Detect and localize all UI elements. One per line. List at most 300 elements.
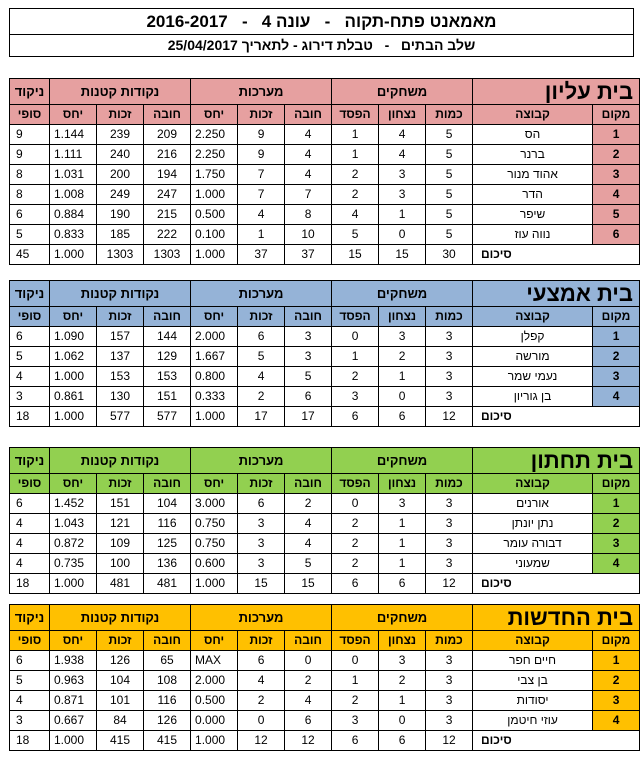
total-win: 6 — [379, 407, 426, 427]
total-score: 18 — [10, 731, 50, 751]
points-group-header: נקודות קטנות — [50, 448, 191, 474]
pos-header: מקום — [593, 631, 640, 651]
cell-win: 3 — [379, 327, 426, 347]
rank-cell: 5 — [593, 205, 640, 225]
rank-cell: 2 — [593, 347, 640, 367]
cell-score: 4 — [10, 554, 50, 574]
total-score: 18 — [10, 574, 50, 594]
cell-pr: 1.008 — [50, 185, 97, 205]
title-sep: - — [324, 12, 331, 31]
rank-cell: 4 — [593, 387, 640, 407]
cell-sa: 2 — [238, 387, 285, 407]
total-pf: 415 — [144, 731, 191, 751]
column-header-row — [10, 105, 640, 125]
cell-loss: 1 — [332, 125, 379, 145]
cell-pa: 153 — [97, 367, 144, 387]
cell-pf: 116 — [144, 514, 191, 534]
total-sf: 12 — [285, 731, 332, 751]
standings-table — [9, 604, 640, 751]
total-sr: 1.000 — [191, 245, 238, 265]
cell-pr: 1.452 — [50, 494, 97, 514]
cell-sr: 0.000 — [191, 711, 238, 731]
cell-score: 4 — [10, 367, 50, 387]
pos-header: מקום — [593, 307, 640, 327]
cell-sr: 1.000 — [191, 185, 238, 205]
players-group-header: משחקים — [332, 79, 473, 105]
title-sep-2: - — [241, 12, 248, 31]
cell-win: 1 — [379, 514, 426, 534]
cell-sf: 6 — [285, 711, 332, 731]
win-header: נצחון — [379, 105, 426, 125]
total-win: 6 — [379, 574, 426, 594]
sets-group-header: מערכות — [191, 79, 332, 105]
cell-pa: 100 — [97, 554, 144, 574]
subtitle-stage: שלב הבתים — [400, 37, 476, 53]
cell-sa: 3 — [238, 534, 285, 554]
total-pr: 1.000 — [50, 407, 97, 427]
final-score-header: סופי — [10, 631, 50, 651]
count-header: כמות — [426, 474, 473, 494]
sets-for-header: חובה — [285, 474, 332, 494]
cell-sr: 2.000 — [191, 671, 238, 691]
total-sf: 15 — [285, 574, 332, 594]
cell-win: 0 — [379, 711, 426, 731]
cell-count: 3 — [426, 514, 473, 534]
cell-pr: 0.884 — [50, 205, 97, 225]
total-sr: 1.000 — [191, 574, 238, 594]
cell-pf: 104 — [144, 494, 191, 514]
cell-sa: 0 — [238, 711, 285, 731]
cell-sf: 8 — [285, 205, 332, 225]
cell-pf: 153 — [144, 367, 191, 387]
table-row — [10, 347, 640, 367]
total-pa: 415 — [97, 731, 144, 751]
group-header-row — [10, 281, 640, 307]
total-pf: 1303 — [144, 245, 191, 265]
team-header: קבוצה — [473, 307, 593, 327]
win-header: נצחון — [379, 631, 426, 651]
cell-loss: 3 — [332, 387, 379, 407]
team-name: ברנר — [473, 145, 593, 165]
cell-loss: 5 — [332, 225, 379, 245]
cell-score: 9 — [10, 145, 50, 165]
team-name: קפלן — [473, 327, 593, 347]
table-row — [10, 165, 640, 185]
total-count: 12 — [426, 574, 473, 594]
cell-pa: 200 — [97, 165, 144, 185]
cell-sr: 0.333 — [191, 387, 238, 407]
rank-cell: 6 — [593, 225, 640, 245]
cell-count: 3 — [426, 651, 473, 671]
cell-pa: 121 — [97, 514, 144, 534]
total-sf: 17 — [285, 407, 332, 427]
points-for-header: חובה — [144, 474, 191, 494]
cell-sa: 1 — [238, 225, 285, 245]
win-header: נצחון — [379, 307, 426, 327]
cell-pr: 1.938 — [50, 651, 97, 671]
house-title: בית אמצעי — [473, 281, 640, 307]
cell-count: 5 — [426, 205, 473, 225]
sets-group-header: מערכות — [191, 281, 332, 307]
cell-pa: 239 — [97, 125, 144, 145]
points-against-header: זכות — [97, 105, 144, 125]
cell-sf: 5 — [285, 367, 332, 387]
cell-sr: 1.667 — [191, 347, 238, 367]
cell-sf: 4 — [285, 514, 332, 534]
team-name: בן צבי — [473, 671, 593, 691]
cell-sr: 2.000 — [191, 327, 238, 347]
cell-pr: 0.872 — [50, 534, 97, 554]
cell-sa: 7 — [238, 185, 285, 205]
cell-loss: 2 — [332, 691, 379, 711]
sets-against-header: זכות — [238, 631, 285, 651]
cell-pr: 0.735 — [50, 554, 97, 574]
cell-count: 3 — [426, 711, 473, 731]
cell-count: 3 — [426, 691, 473, 711]
cell-sf: 6 — [285, 387, 332, 407]
cell-score: 5 — [10, 225, 50, 245]
total-loss: 6 — [332, 407, 379, 427]
cell-win: 3 — [379, 165, 426, 185]
points-group-header: נקודות קטנות — [50, 79, 191, 105]
cell-win: 1 — [379, 534, 426, 554]
cell-pf: 215 — [144, 205, 191, 225]
cell-sa: 4 — [238, 367, 285, 387]
cell-pa: 157 — [97, 327, 144, 347]
cell-score: 6 — [10, 327, 50, 347]
cell-sa: 9 — [238, 145, 285, 165]
cell-pr: 1.000 — [50, 367, 97, 387]
cell-pr: 1.144 — [50, 125, 97, 145]
table-row — [10, 205, 640, 225]
total-pr: 1.000 — [50, 574, 97, 594]
cell-count: 3 — [426, 671, 473, 691]
table-row — [10, 387, 640, 407]
rank-cell: 2 — [593, 671, 640, 691]
group-header-row — [10, 448, 640, 474]
total-sa: 15 — [238, 574, 285, 594]
cell-count: 5 — [426, 225, 473, 245]
cell-win: 0 — [379, 387, 426, 407]
team-name: שמעוני — [473, 554, 593, 574]
team-name: חיים חפר — [473, 651, 593, 671]
cell-sf: 7 — [285, 185, 332, 205]
cell-pa: 126 — [97, 651, 144, 671]
sets-against-header: זכות — [238, 474, 285, 494]
page-subtitle — [9, 35, 634, 57]
cell-pf: 136 — [144, 554, 191, 574]
cell-score: 6 — [10, 651, 50, 671]
table-row — [10, 534, 640, 554]
cell-win: 4 — [379, 145, 426, 165]
cell-sr: 3.000 — [191, 494, 238, 514]
table-row — [10, 514, 640, 534]
standings-table — [9, 280, 640, 427]
cell-pa: 185 — [97, 225, 144, 245]
team-name: הס — [473, 125, 593, 145]
cell-score: 3 — [10, 711, 50, 731]
cell-pf: 151 — [144, 387, 191, 407]
team-name: יסודות — [473, 691, 593, 711]
cell-count: 3 — [426, 347, 473, 367]
cell-win: 0 — [379, 225, 426, 245]
total-label: סיכום — [473, 245, 640, 265]
total-row — [10, 731, 640, 751]
cell-pa: 84 — [97, 711, 144, 731]
cell-loss: 2 — [332, 554, 379, 574]
team-name: נעמי שמר — [473, 367, 593, 387]
cell-loss: 2 — [332, 165, 379, 185]
cell-pa: 137 — [97, 347, 144, 367]
points-against-header: זכות — [97, 631, 144, 651]
title-round: עונה 4 — [261, 12, 311, 31]
cell-count: 5 — [426, 165, 473, 185]
team-header: קבוצה — [473, 105, 593, 125]
rank-cell: 4 — [593, 554, 640, 574]
cell-score: 5 — [10, 347, 50, 367]
cell-sr: 0.800 — [191, 367, 238, 387]
cell-loss: 2 — [332, 185, 379, 205]
team-name: נווה עוז — [473, 225, 593, 245]
cell-pf: 116 — [144, 691, 191, 711]
table-row — [10, 691, 640, 711]
team-header: קבוצה — [473, 474, 593, 494]
cell-pr: 1.031 — [50, 165, 97, 185]
points-for-header: חובה — [144, 631, 191, 651]
cell-pf: 222 — [144, 225, 191, 245]
rank-cell: 1 — [593, 125, 640, 145]
cell-count: 3 — [426, 387, 473, 407]
count-header: כמות — [426, 105, 473, 125]
cell-loss: 0 — [332, 651, 379, 671]
rank-cell: 4 — [593, 185, 640, 205]
cell-win: 3 — [379, 494, 426, 514]
cell-sr: 0.500 — [191, 205, 238, 225]
cell-loss: 3 — [332, 711, 379, 731]
cell-pf: 144 — [144, 327, 191, 347]
loss-header: הפסד — [332, 307, 379, 327]
column-header-row — [10, 307, 640, 327]
points-group-header: נקודות קטנות — [50, 281, 191, 307]
cell-win: 4 — [379, 125, 426, 145]
cell-pa: 240 — [97, 145, 144, 165]
cell-count: 5 — [426, 185, 473, 205]
total-pa: 1303 — [97, 245, 144, 265]
sets-ratio-header: יחס — [191, 105, 238, 125]
cell-loss: 2 — [332, 534, 379, 554]
cell-count: 5 — [426, 145, 473, 165]
cell-pa: 101 — [97, 691, 144, 711]
total-sa: 17 — [238, 407, 285, 427]
table-row — [10, 125, 640, 145]
cell-sf: 10 — [285, 225, 332, 245]
column-header-row — [10, 474, 640, 494]
group-header-row — [10, 605, 640, 631]
team-name: נתן יונתן — [473, 514, 593, 534]
cell-pr: 0.963 — [50, 671, 97, 691]
cell-sr: 1.750 — [191, 165, 238, 185]
cell-pf: 216 — [144, 145, 191, 165]
pos-header: מקום — [593, 105, 640, 125]
cell-pr: 1.090 — [50, 327, 97, 347]
sets-for-header: חובה — [285, 307, 332, 327]
cell-count: 3 — [426, 554, 473, 574]
cell-sa: 5 — [238, 347, 285, 367]
score-header: ניקוד — [10, 281, 50, 307]
total-label: סיכום — [473, 731, 640, 751]
total-win: 6 — [379, 731, 426, 751]
cell-pa: 109 — [97, 534, 144, 554]
rank-cell: 2 — [593, 145, 640, 165]
team-header: קבוצה — [473, 631, 593, 651]
rank-cell: 1 — [593, 327, 640, 347]
subtitle-sep: - — [384, 37, 390, 53]
total-sr: 1.000 — [191, 407, 238, 427]
cell-pr: 0.833 — [50, 225, 97, 245]
team-name: אורנים — [473, 494, 593, 514]
total-row — [10, 245, 640, 265]
team-name: מורשה — [473, 347, 593, 367]
rank-cell: 3 — [593, 534, 640, 554]
cell-sr: 2.250 — [191, 125, 238, 145]
players-group-header: משחקים — [332, 281, 473, 307]
total-loss: 15 — [332, 245, 379, 265]
rank-cell: 3 — [593, 367, 640, 387]
cell-pf: 126 — [144, 711, 191, 731]
total-pa: 481 — [97, 574, 144, 594]
loss-header: הפסד — [332, 474, 379, 494]
sets-ratio-header: יחס — [191, 631, 238, 651]
cell-pr: 0.871 — [50, 691, 97, 711]
cell-win: 3 — [379, 651, 426, 671]
count-header: כמות — [426, 631, 473, 651]
cell-score: 4 — [10, 534, 50, 554]
cell-pr: 0.667 — [50, 711, 97, 731]
total-pf: 481 — [144, 574, 191, 594]
total-score: 45 — [10, 245, 50, 265]
cell-win: 1 — [379, 205, 426, 225]
cell-win: 1 — [379, 691, 426, 711]
cell-pf: 129 — [144, 347, 191, 367]
cell-pr: 1.111 — [50, 145, 97, 165]
total-label: סיכום — [473, 574, 640, 594]
cell-score: 4 — [10, 514, 50, 534]
cell-pf: 209 — [144, 125, 191, 145]
sets-ratio-header: יחס — [191, 474, 238, 494]
cell-pa: 151 — [97, 494, 144, 514]
cell-win: 2 — [379, 671, 426, 691]
table-row — [10, 225, 640, 245]
standings-table — [9, 78, 640, 265]
players-group-header: משחקים — [332, 605, 473, 631]
cell-score: 9 — [10, 125, 50, 145]
standings-table — [9, 447, 640, 594]
table-row — [10, 554, 640, 574]
final-score-header: סופי — [10, 307, 50, 327]
subtitle-table: טבלת דירוג - לתאריך 25/04/2017 — [167, 37, 373, 53]
cell-sr: 0.600 — [191, 554, 238, 574]
cell-count: 3 — [426, 367, 473, 387]
score-header: ניקוד — [10, 448, 50, 474]
cell-pr: 0.861 — [50, 387, 97, 407]
cell-score: 6 — [10, 205, 50, 225]
total-sf: 37 — [285, 245, 332, 265]
cell-pf: 247 — [144, 185, 191, 205]
points-ratio-header: יחס — [50, 307, 97, 327]
total-pa: 577 — [97, 407, 144, 427]
team-name: דבורה עומר — [473, 534, 593, 554]
cell-sf: 4 — [285, 165, 332, 185]
cell-sr: 0.100 — [191, 225, 238, 245]
cell-loss: 0 — [332, 494, 379, 514]
sets-ratio-header: יחס — [191, 307, 238, 327]
cell-sa: 4 — [238, 671, 285, 691]
points-for-header: חובה — [144, 105, 191, 125]
cell-sr: 2.250 — [191, 145, 238, 165]
cell-pf: 65 — [144, 651, 191, 671]
cell-sa: 3 — [238, 554, 285, 574]
cell-pf: 125 — [144, 534, 191, 554]
rank-cell: 3 — [593, 165, 640, 185]
cell-sa: 9 — [238, 125, 285, 145]
cell-count: 3 — [426, 494, 473, 514]
cell-win: 2 — [379, 347, 426, 367]
team-name: בן גוריון — [473, 387, 593, 407]
cell-sf: 3 — [285, 347, 332, 367]
cell-score: 8 — [10, 185, 50, 205]
cell-loss: 2 — [332, 514, 379, 534]
table-row — [10, 651, 640, 671]
sets-for-header: חובה — [285, 105, 332, 125]
sets-against-header: זכות — [238, 105, 285, 125]
cell-sf: 3 — [285, 327, 332, 347]
cell-sa: 3 — [238, 514, 285, 534]
title-main: מאמאנט פתח-תקוה — [344, 12, 497, 31]
cell-sa: 6 — [238, 651, 285, 671]
cell-pa: 249 — [97, 185, 144, 205]
rank-cell: 4 — [593, 711, 640, 731]
total-pr: 1.000 — [50, 731, 97, 751]
cell-count: 5 — [426, 125, 473, 145]
cell-win: 1 — [379, 367, 426, 387]
cell-loss: 2 — [332, 367, 379, 387]
cell-sa: 6 — [238, 327, 285, 347]
table-row — [10, 671, 640, 691]
points-for-header: חובה — [144, 307, 191, 327]
total-score: 18 — [10, 407, 50, 427]
table-row — [10, 494, 640, 514]
cell-sf: 2 — [285, 671, 332, 691]
house-title: בית עליון — [473, 79, 640, 105]
cell-loss: 1 — [332, 671, 379, 691]
cell-score: 6 — [10, 494, 50, 514]
cell-sa: 7 — [238, 165, 285, 185]
table-row — [10, 367, 640, 387]
cell-score: 8 — [10, 165, 50, 185]
cell-pr: 1.043 — [50, 514, 97, 534]
total-pf: 577 — [144, 407, 191, 427]
cell-sf: 4 — [285, 534, 332, 554]
team-name: עוזי חיטמן — [473, 711, 593, 731]
cell-pa: 130 — [97, 387, 144, 407]
house-title: בית החדשות — [473, 605, 640, 631]
group-header-row — [10, 79, 640, 105]
points-against-header: זכות — [97, 307, 144, 327]
sets-group-header: מערכות — [191, 605, 332, 631]
table-row — [10, 711, 640, 731]
cell-sr: 0.750 — [191, 534, 238, 554]
column-header-row — [10, 631, 640, 651]
